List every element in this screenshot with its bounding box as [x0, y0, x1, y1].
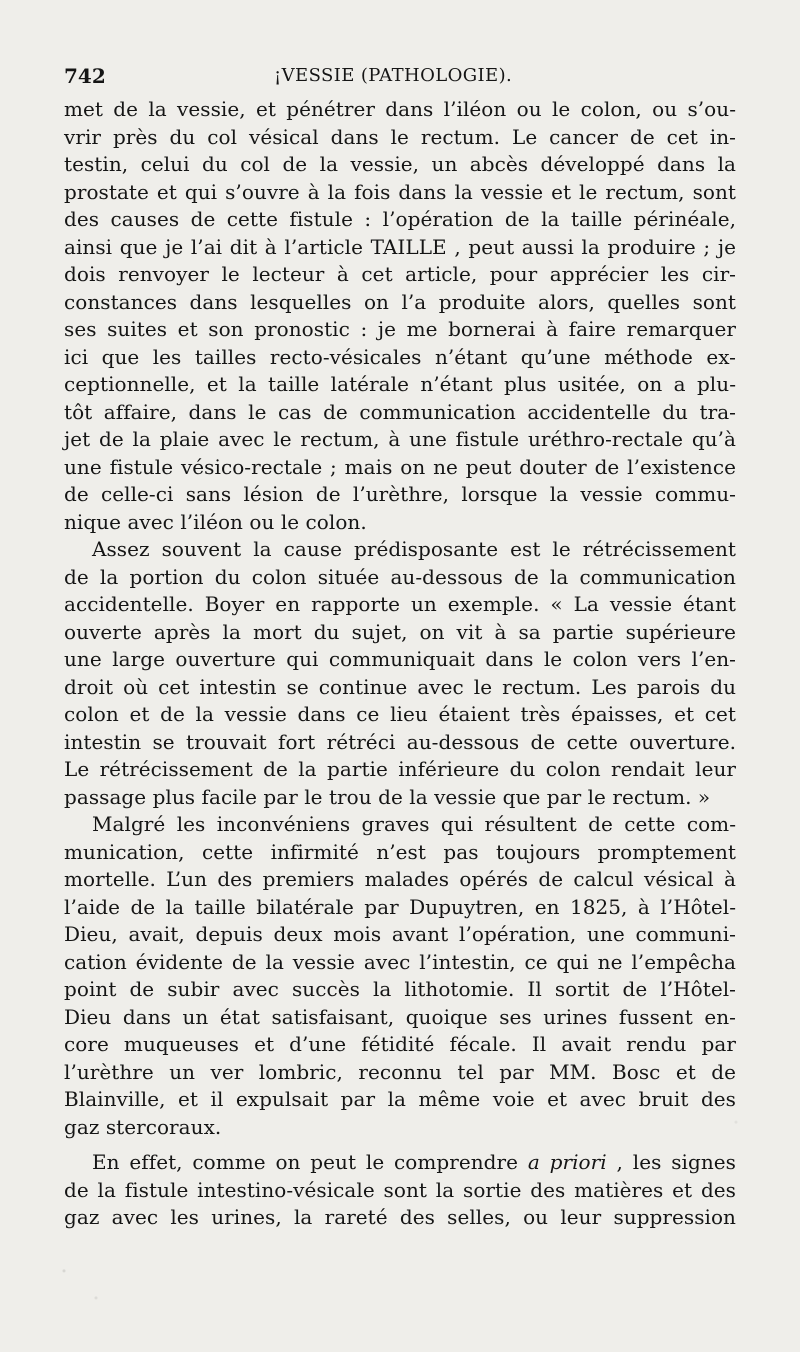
text-fragment: ainsi que je l’ai dit à l’article [64, 234, 363, 259]
text-line: gaz stercoraux. [64, 1114, 222, 1139]
article-reference: TAILLE [370, 234, 447, 259]
text-fragment: , les signes [616, 1150, 736, 1174]
text-line: Dieu dans un état satisfaisant, quoique ses urines fussent en- [64, 1004, 736, 1029]
text-line: jet de la plaie avec le rectum, à une fistule uréthro-rectale qu’à [64, 427, 736, 451]
text-line: de la portion du colon située au-dessous de la communication [64, 564, 736, 589]
text-line: l’aide de la taille bilatérale par Dupuytren, en 1825, à l’Hôtel- [64, 894, 736, 919]
text-line: vrir près du col vésical dans le rectum. Le cancer de cet in- [64, 124, 736, 149]
text-line: munication, cette infirmité n’est pas toujours promptement [64, 839, 736, 864]
text-line [64, 1149, 736, 1177]
text-line: ceptionnelle, et la taille latérale n’étant plus usitée, on a plu- [64, 372, 736, 396]
text-fragment: En effet, comme on peut le comprendre [92, 1150, 519, 1174]
text-line: passage plus facile par le trou de la vessie que par le rectum. » [64, 784, 711, 809]
text-line: prostate et qui s’ouvre à la fois dans la vessie et le rectum, sont [64, 179, 736, 204]
text-line: cation évidente de la vessie avec l’intestin, ce qui ne l’empêcha [64, 949, 736, 974]
text-line: testin, celui du col de la vessie, un abcès développé dans la [64, 152, 736, 176]
text-line: constances dans lesquelles on l’a produite alors, quelles sont [64, 289, 736, 314]
italic-phrase: a priori [527, 1150, 607, 1174]
text-line: ouverte après la mort du sujet, on vit à sa partie supérieure [64, 619, 736, 644]
text-line: Malgré les inconvéniens graves qui résultent de cette com- [92, 812, 736, 836]
text-line: nique avec l’iléon ou le colon. [64, 509, 367, 534]
text-line: gaz avec les urines, la rareté des selles, ou leur suppression [64, 1205, 736, 1229]
text-line: dois renvoyer le lecteur à cet article, pour apprécier les cir- [64, 262, 736, 286]
page-number: 742 [64, 64, 106, 88]
text-line: des causes de cette fistule : l’opération de la taille périnéale, [64, 207, 736, 231]
text-line: Le rétrécissement de la partie inférieure du colon rendait leur [64, 757, 736, 781]
text-line: core muqueuses et d’une fétidité fécale. Il avait rendu par [64, 1032, 736, 1056]
text-line [64, 234, 736, 262]
text-line: Blainville, et il expulsait par la même voie et avec bruit des [64, 1087, 736, 1111]
text-line: ses suites et son pronostic : je me bornerai à faire remarquer [64, 317, 736, 341]
text-line: Assez souvent la cause prédisposante est le rétrécissement [92, 537, 736, 561]
text-line: met de la vessie, et pénétrer dans l’iléon ou le colon, ou s’ou- [64, 97, 736, 121]
text-line: accidentelle. Boyer en rapporte un exemple. « La vessie étant [64, 592, 736, 616]
text-line: Dieu, avait, depuis deux mois avant l’opération, une communi- [64, 922, 736, 946]
running-head: ¡VESSIE (PATHOLOGIE). [274, 65, 513, 86]
text-line: colon et de la vessie dans ce lieu étaient très épaisses, et cet [64, 702, 736, 726]
text-line: intestin se trouvait fort rétréci au-dessous de cette ouverture. [64, 729, 736, 754]
text-fragment: , peut aussi la produire ; je [454, 234, 736, 259]
text-line: de celle-ci sans lésion de l’urèthre, lorsque la vessie commu- [64, 482, 736, 506]
paragraph-gap [64, 1141, 736, 1149]
text-line: de la fistule intestino-vésicale sont la sortie des matières et des [64, 1177, 736, 1202]
text-line: droit où cet intestin se continue avec le rectum. Les parois du [64, 674, 736, 699]
text-line: une large ouverture qui communiquait dans le colon vers l’en- [64, 647, 736, 671]
text-line: l’urèthre un ver lombric, reconnu tel par MM. Bosc et de [64, 1059, 736, 1084]
text-line: point de subir avec succès la lithotomie. Il sortit de l’Hôtel- [64, 977, 736, 1001]
text-line: une fistule vésico-rectale ; mais on ne peut douter de l’existence [64, 454, 736, 479]
text-line: mortelle. L’un des premiers malades opérés de calcul vésical à [64, 867, 736, 891]
page-header [64, 60, 736, 94]
text-line: ici que les tailles recto-vésicales n’étant qu’une méthode ex- [64, 344, 736, 369]
text-line: tôt affaire, dans le cas de communication accidentelle du tra- [64, 399, 736, 424]
body-text [64, 96, 736, 1232]
